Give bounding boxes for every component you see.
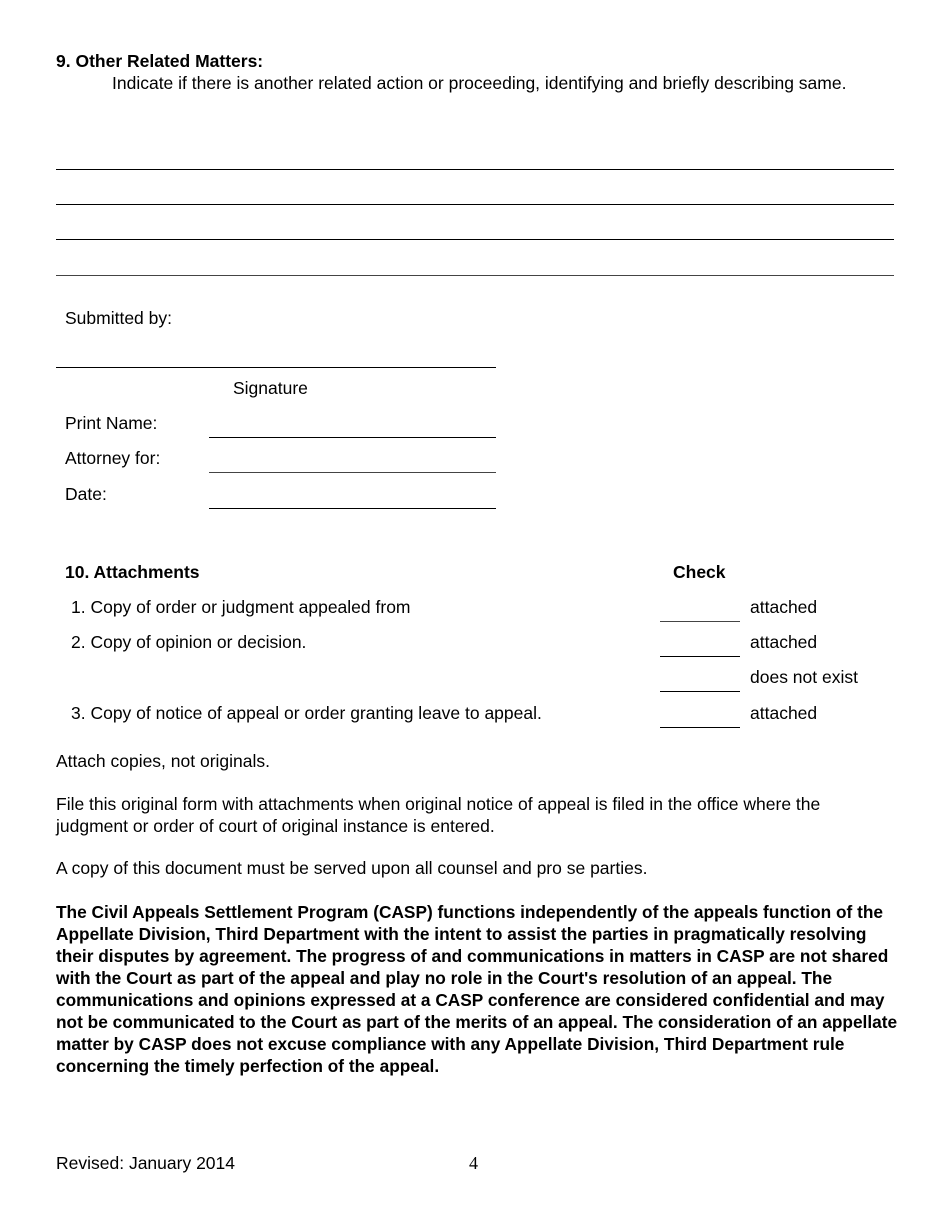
section-10-heading: 10. Attachments [65,562,200,582]
attachment-status-3: attached [750,703,818,723]
attorney-for-line[interactable] [209,472,496,473]
section-9-heading: 9. Other Related Matters: [56,51,264,71]
attachment-check-3[interactable] [660,727,740,728]
related-matters-line-2[interactable] [56,204,894,205]
section-9-instruction: Indicate if there is another related action or proceeding, identifying and briefly describing same. [112,73,847,93]
attachment-status-2: attached [750,632,818,652]
attachment-status-1: attached [750,597,818,617]
attachment-item-3: 3. Copy of notice of appeal or order granting leave to appeal. [71,703,542,723]
attachment-status-2b: does not exist [750,667,858,687]
attach-copies-text: Attach copies, not originals. [56,751,271,771]
attorney-for-label: Attorney for: [65,448,161,468]
submitted-by-label: Submitted by: [65,308,172,328]
related-matters-line-1[interactable] [56,169,894,170]
revised-date: Revised: January 2014 [56,1153,235,1173]
date-label: Date: [65,484,107,504]
print-name-line[interactable] [209,437,496,438]
check-header: Check [673,562,726,582]
attachment-check-2[interactable] [660,656,740,657]
related-matters-line-4[interactable] [56,275,894,276]
serve-copy-text: A copy of this document must be served upon all counsel and pro se parties. [56,858,648,878]
attachment-check-2b[interactable] [660,691,740,692]
signature-label: Signature [233,378,308,398]
date-line[interactable] [209,508,496,509]
attachment-item-2: 2. Copy of opinion or decision. [71,632,307,652]
print-name-label: Print Name: [65,413,158,433]
related-matters-line-3[interactable] [56,239,894,240]
attachment-check-1[interactable] [660,621,740,622]
casp-notice: The Civil Appeals Settlement Program (CASP) functions independently of the appeals function of the Appellate Division, Third Department with the intent to assist the parties in pragmatically resolving their disputes by agreement. The progress of and communications in matters in CASP are not shared with the Court as part of the appeal and play no role in the Court's resolution of an appeal. The communications and opinions expressed at a CASP conference are considered confidential and may not be communicated to the Court as part of the merits of an appeal. The consideration of an appellate matter by CASP does not excuse compliance with any Appellate Division, Third Department rule concerning the timely perfection of the appeal. [56,902,898,1076]
attachment-item-1: 1. Copy of order or judgment appealed from [71,597,411,617]
page-number: 4 [469,1153,478,1173]
signature-line[interactable] [56,367,496,368]
file-original-text: File this original form with attachments when original notice of appeal is filed in the office where the judgment or order of court of original instance is entered. [56,794,821,836]
